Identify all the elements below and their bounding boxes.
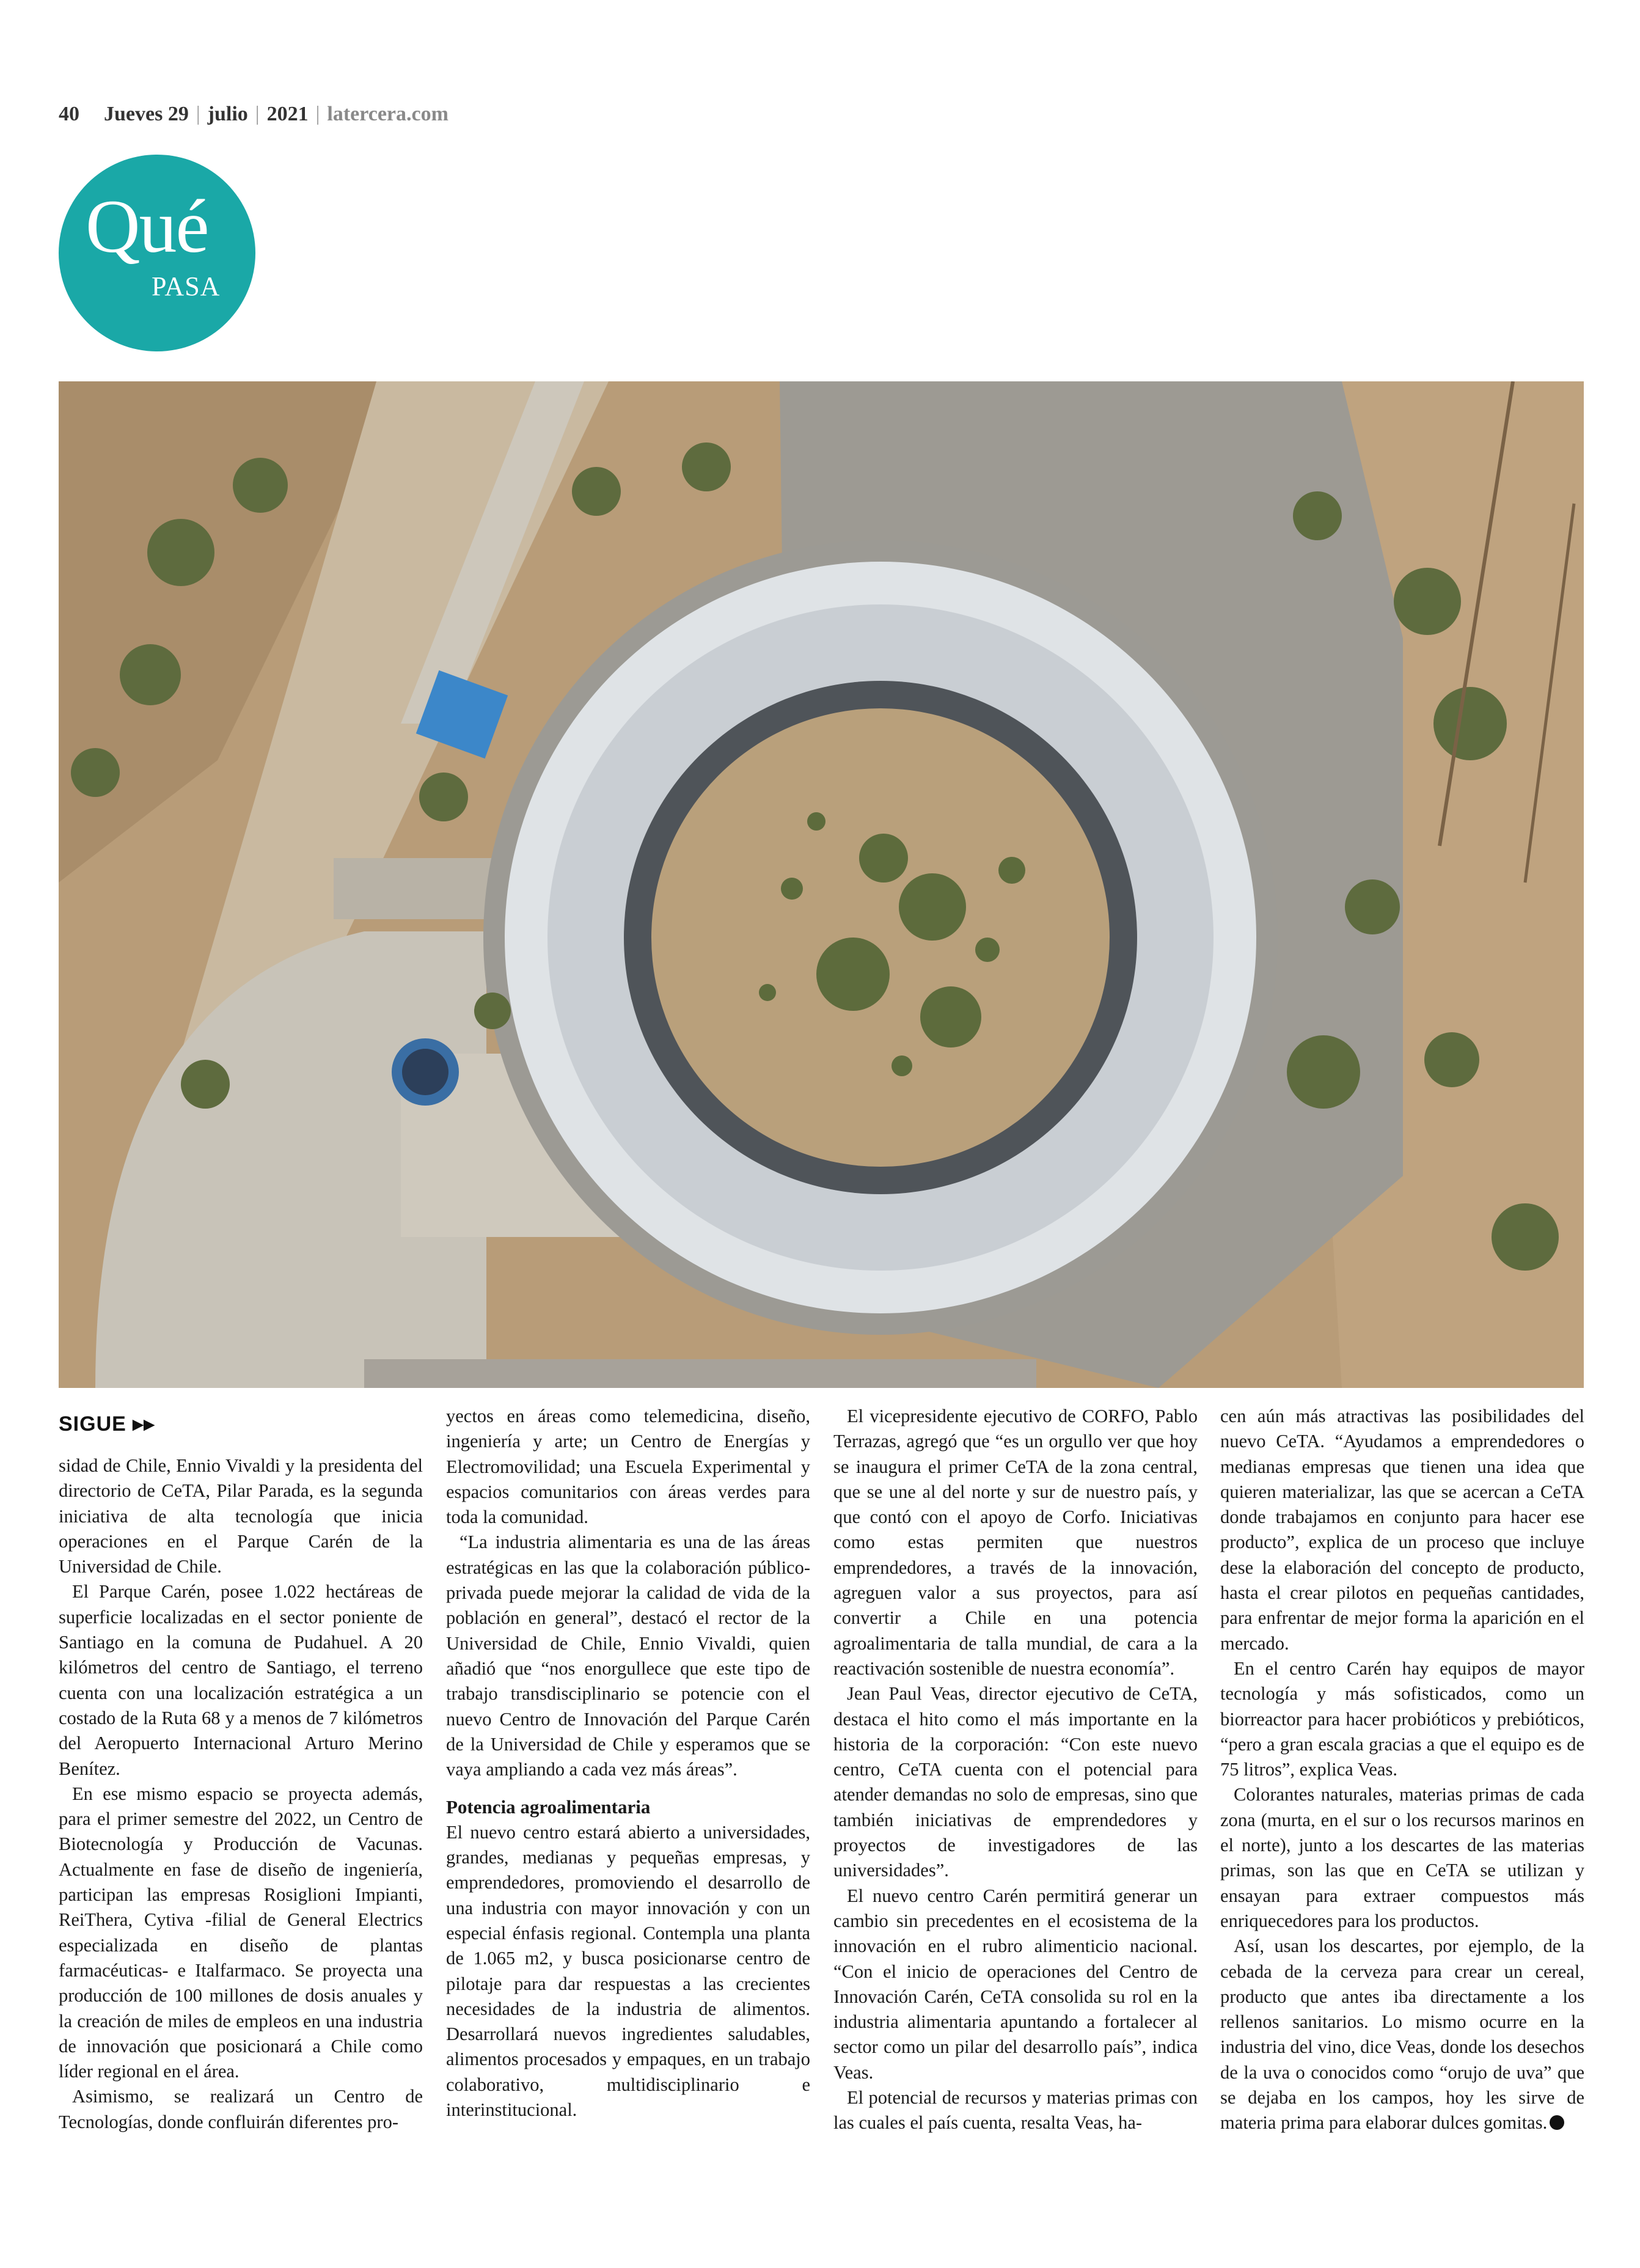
aerial-photo-illustration — [59, 381, 1584, 1388]
paragraph: cen aún más atractivas las posibilidades del nuevo CeTA. “Ayudamos a emprendedores o medianas empresas que tienen una idea que quieren materializar, las que se acercan a CeTA donde trabajamos en conjunto para hacer ese producto”, explica de un proceso que incluye dese la elaboración del concepto de producto, hasta el crear pilotos en pequeñas cantidades, para enfrentar de mejor forma la aparición en el mercado. — [1220, 1406, 1584, 1654]
continues-marker: SIGUE ▸▸ — [59, 1412, 155, 1436]
que-pasa-logo — [59, 155, 255, 351]
paragraph: El Parque Carén, posee 1.022 hectáreas de superficie localizadas en el sector poniente de Santiago en la comuna de Pudahuel. A 20 kilómetros del centro de Santiago, el terreno cuenta con una localización estratégica a un costado de la Ruta 68 y a menos de 7 kilómetros del Aeropuerto Internacional Arturo Merino Benítez. — [59, 1581, 423, 1779]
issue-month: julio — [207, 103, 248, 125]
article-column-4 — [1220, 1404, 1584, 2136]
paragraph: Jean Paul Veas, director ejecutivo de CeTA, destaca el hito como el más importante en la historia de la corporación: “Con este nuevo centro, CeTA cuenta con el potencial para atender demandas no solo de empresas, sino que también iniciativas de emprendedores y proyectos de investigadores de las universidades”. — [833, 1683, 1198, 1881]
paragraph — [1220, 1934, 1584, 2135]
paragraph: sidad de Chile, Ennio Vivaldi y la presidenta del directorio de CeTA, Pilar Parada, es la segunda iniciativa de alta tecnología que inicia operaciones en el Parque Carén de la Universidad de Chile. — [59, 1455, 423, 1577]
paragraph: Asimismo, se realizará un Centro de Tecnologías, donde confluirán diferentes pro- — [59, 2086, 423, 2132]
paragraph: El nuevo centro Carén permitirá generar un cambio sin precedentes en el ecosistema de la innovación en el rubro alimenticio nacional. “Con el inicio de operaciones del Centro de Innovación Carén, CeTA consolida su rol en la industria alimentaria apuntando a fortalecer al sector como un pilar del desarrollo país”, indica Veas. — [833, 1885, 1198, 2083]
article-column-3 — [833, 1404, 1198, 2136]
issue-day: Jueves 29 — [104, 103, 189, 125]
paragraph-text: Así, usan los descartes, por ejemplo, de la cebada de la cerveza para crear un cereal, producto que antes iba directamente a los rellenos sanitarios. Lo mismo ocurre en la industria del vino, dice Veas, donde los desechos de la uva o conocidos como “orujo de uva” que se dejaba en los campos, hoy les sirve de materia prima para elaborar dulces gomitas. — [1220, 1936, 1584, 2134]
section-heading: Potencia agroalimentaria — [446, 1796, 651, 1818]
paragraph: En el centro Carén hay equipos de mayor tecnología y más sofisticados, como un biorreactor para hacer probióticos y prebióticos, “pero a gran escala gracias a que el equipo es de 75 litros”, explica Veas. — [1220, 1657, 1584, 1780]
paragraph: El potencial de recursos y materias primas con las cuales el país cuenta, resalta Veas, ha- — [833, 2087, 1198, 2134]
end-of-article-icon — [1550, 2115, 1564, 2130]
paragraph: En ese mismo espacio se proyecta además, para el primer semestre del 2022, un Centro de Biotecnología y Producción de Vacunas. Actualmente en fase de diseño de ingeniería, participan las empresas Rosiglioni Impianti, ReiThera, Cytiva -filial de General Electrics especializada en diseño de plantas farmacéuticas- e Italfarmaco. Se proyecta una producción de 100 millones de dosis anuales y la creación de miles de empleos en una industria de innovación que posicionará a Chile como líder regional en el área. — [59, 1783, 423, 2082]
paragraph: Colorantes naturales, materias primas de cada zona (murta, en el sur o los recursos marinos en el norte), junto a los descartes de las materias primas, son las que en CeTA se utilizan y ensayan para extraer compuestos más enriquecedores para los productos. — [1220, 1784, 1584, 1931]
issue-year: 2021 — [266, 103, 309, 125]
aerial-photo — [59, 381, 1584, 1388]
site-name: latercera.com — [327, 103, 448, 125]
paragraph: El vicepresidente ejecutivo de CORFO, Pablo Terrazas, agregó que “es un orgullo ver que hoy se inaugura el primer CeTA de la zona central, que se une al del norte y sur de nuestro país, y que contó con el apoyo de Corfo. Iniciativas como estas permiten que nuestros emprendedores, a través de la innovación, agreguen valor a sus proyectos, para así convertir a Chile en una potencia agroalimentaria de talla mundial, de cara a la reactivación sostenible de nuestra economía”. — [833, 1406, 1198, 1679]
paragraph: El nuevo centro estará abierto a universidades, grandes, medianas y pequeñas empresas, y emprendedores, promoviendo el desarrollo de una industria con mayor innovación y con un especial énfasis regional. Contempla una planta de 1.065 m2, y busca posicionarse centro de pilotaje para dar respuestas a las crecientes necesidades de la industria de alimentos. Desarrollará nuevos ingredientes saludables, alimentos procesados y empaques, en un trabajo colaborativo, multidisciplinario e interinstitucional. — [446, 1821, 810, 2121]
logo-sub-text: PASA — [152, 271, 221, 301]
logo-main-text: Qué — [86, 185, 208, 268]
article-column-2 — [446, 1404, 810, 2123]
paragraph: “La industria alimentaria es una de las áreas estratégicas en las que la colaboración público-privada puede mejorar la calidad de vida de la población en general”, destacó el rector de la Universidad de Chile, Ennio Vivaldi, quien añadió que “nos enorgullece que este tipo de trabajo transdisciplinario se potencie con el nuevo Centro de Innovación del Parque Carén de la Universidad de Chile y esperamos que se vaya ampliando a cada vez más áreas”. — [446, 1532, 810, 1780]
page-header: 40 Jueves 29 | julio | 2021 | latercera.com — [59, 103, 448, 125]
paragraph: yectos en áreas como telemedicina, diseño, ingeniería y arte; un Centro de Energías y Electromovilidad; una Escuela Experimental y espacios comunitarios con áreas verdes para toda la comunidad. — [446, 1406, 810, 1528]
page-number: 40 — [59, 103, 79, 125]
article-column-1 — [59, 1453, 423, 2135]
